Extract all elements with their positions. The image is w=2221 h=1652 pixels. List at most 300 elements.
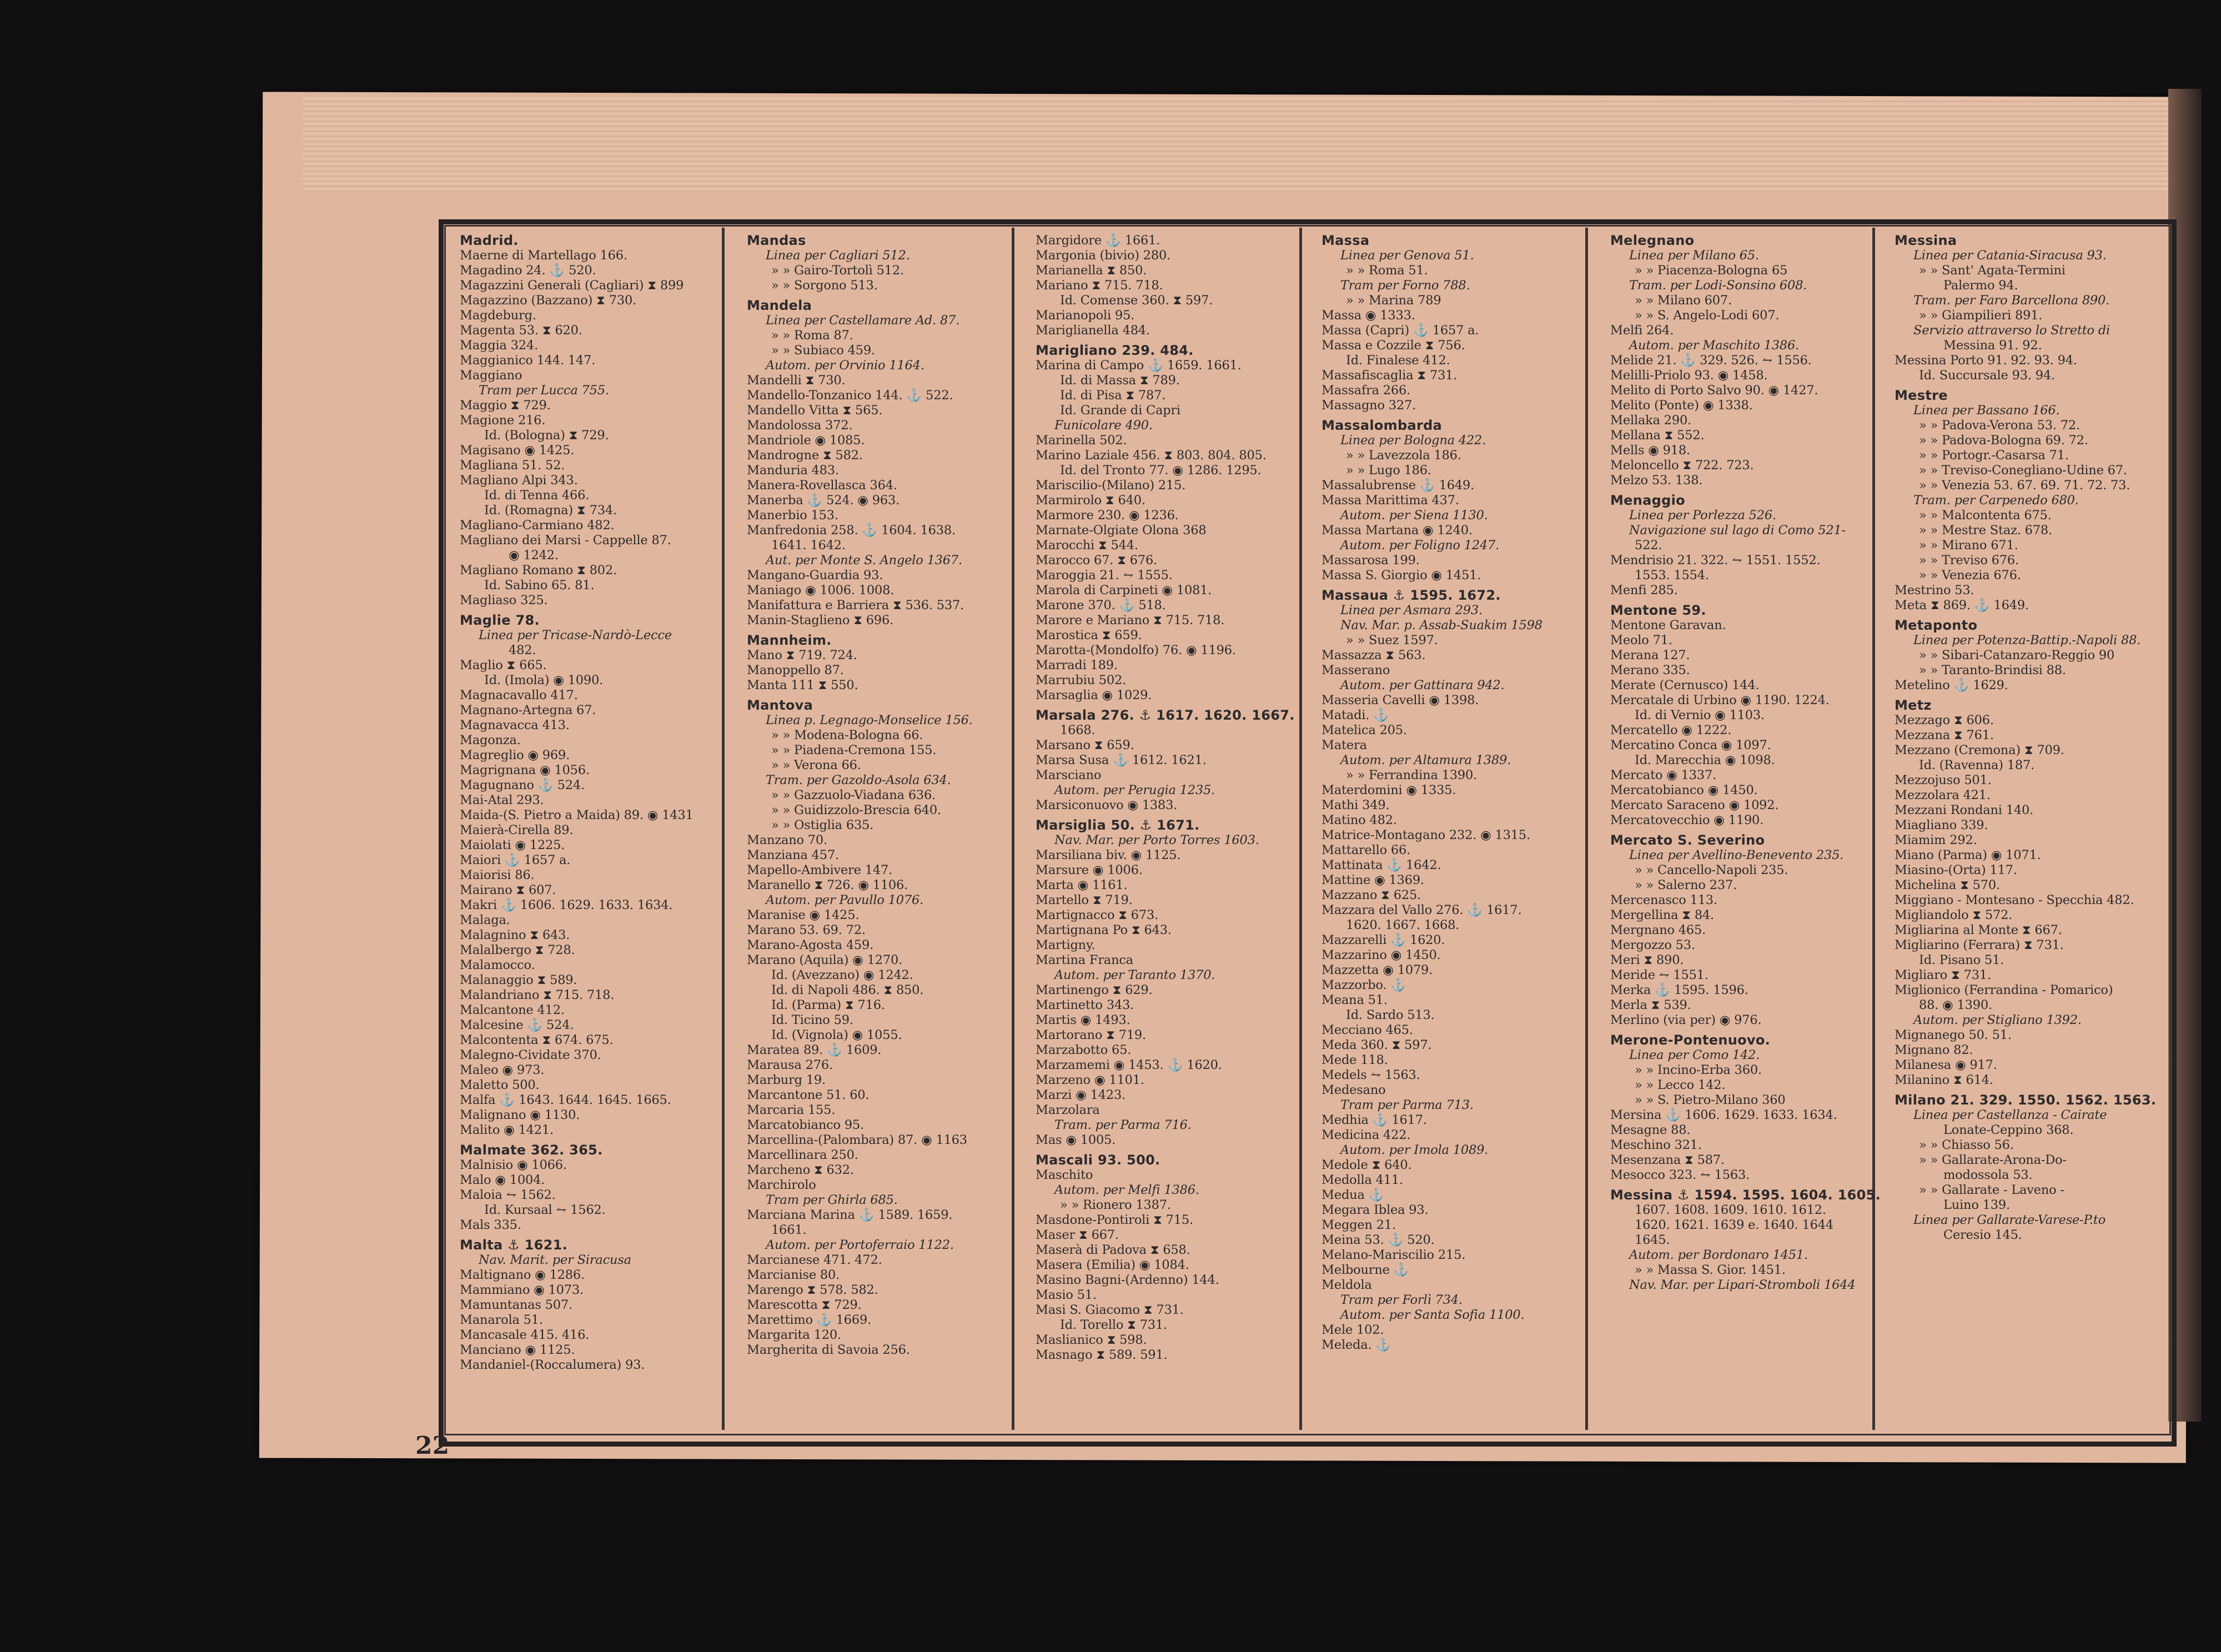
index-entry: Meri ⧗ 890. <box>1610 953 1684 967</box>
index-entry: Marengo ⧗ 578. 582. <box>747 1283 878 1297</box>
index-entry: » » Sorgono 513. <box>771 278 878 293</box>
index-entry: Tram per Lucca 755. <box>479 383 609 398</box>
index-entry: Autom. per Maschito 1386. <box>1629 338 1800 353</box>
index-entry: Linea per Milano 65. <box>1629 248 1759 263</box>
index-heading: Massalombarda <box>1321 418 1443 433</box>
index-entry: Martorano ⧗ 719. <box>1036 1028 1147 1042</box>
index-entry: Mariscilio-(Milano) 215. <box>1036 478 1186 493</box>
index-entry: Maiori ⚓ 1657 a. <box>460 853 571 867</box>
index-entry: Luino 139. <box>1943 1198 2010 1212</box>
index-entry: Marcianise 80. <box>747 1268 840 1282</box>
index-entry: Nav. Marit. per Siracusa <box>479 1253 631 1267</box>
index-entry: » » Cancello-Napoli 235. <box>1635 863 1788 877</box>
index-heading: Mercato S. Severino <box>1610 832 1765 848</box>
index-entry: Id. (Romagna) ⧗ 734. <box>484 503 617 518</box>
index-entry: Tram per Parma 713. <box>1340 1098 1474 1112</box>
index-entry: Marcellinara 250. <box>747 1148 858 1162</box>
index-entry: » » Salerno 237. <box>1635 878 1737 892</box>
index-entry: Maggia 324. <box>460 338 538 353</box>
index-entry: Masio 51. <box>1036 1288 1097 1302</box>
index-heading: Mentone 59. <box>1610 602 1706 618</box>
index-entry: Mandelli ⧗ 730. <box>747 373 846 388</box>
index-entry: Manduria 483. <box>747 463 839 478</box>
index-entry: Marsiliana biv. ◉ 1125. <box>1036 848 1181 862</box>
index-entry: Messina Porto 91. 92. 93. 94. <box>1895 353 2077 368</box>
index-entry: Malcontenta ⧗ 674. 675. <box>460 1033 614 1047</box>
index-entry: » » Venezia 53. 67. 69. 71. 72. 73. <box>1919 478 2130 493</box>
index-entry: Magdeburg. <box>460 308 536 323</box>
index-entry: Miglionico (Ferrandina - Pomarico) <box>1895 983 2113 997</box>
index-column-4 <box>1321 233 1602 1435</box>
index-entry: Mazzarelli ⚓ 1620. <box>1321 933 1445 947</box>
index-entry: Matrice-Montagano 232. ◉ 1315. <box>1321 828 1530 842</box>
index-entry: Id. di Tenna 466. <box>484 488 590 503</box>
index-entry: Marocchi ⧗ 544. <box>1036 538 1138 553</box>
index-entry: Magenta 53. ⧗ 620. <box>460 323 582 338</box>
index-entry: Autom. per Siena 1130. <box>1340 508 1488 523</box>
index-heading: Menaggio <box>1610 493 1685 508</box>
index-heading: Merone-Pontenuovo. <box>1610 1032 1771 1048</box>
index-entry: Marcaria 155. <box>747 1103 836 1117</box>
index-entry: Magnacavallo 417. <box>460 688 578 702</box>
index-entry: Massalubrense ⚓ 1649. <box>1321 478 1475 493</box>
index-entry: Mazzarino ◉ 1450. <box>1321 948 1441 962</box>
index-entry: Mandello Vitta ⧗ 565. <box>747 403 883 418</box>
index-entry: Mamuntanas 507. <box>460 1298 572 1312</box>
index-column-2 <box>747 233 1027 1435</box>
index-entry: Magreglio ◉ 969. <box>460 748 570 762</box>
index-entry: Medicina 422. <box>1321 1128 1411 1142</box>
index-entry: Manin-Staglieno ⧗ 696. <box>747 613 894 627</box>
index-entry: Magnano-Artegna 67. <box>460 703 596 717</box>
index-entry: Melide 21. ⚓ 329. 526. ⥊ 1556. <box>1610 353 1812 368</box>
index-entry: Mazzetta ◉ 1079. <box>1321 963 1433 977</box>
index-entry: Marrubiu 502. <box>1036 673 1127 687</box>
index-entry: Magliano dei Marsi - Cappelle 87. <box>460 533 671 548</box>
index-heading: Massa <box>1321 233 1370 248</box>
index-entry: Tram per Forlì 734. <box>1340 1293 1463 1307</box>
index-entry: Meta ⧗ 869. ⚓ 1649. <box>1895 598 2029 612</box>
index-entry: Migliaro ⧗ 731. <box>1895 968 1991 982</box>
index-entry: » » S. Pietro-Milano 360 <box>1635 1093 1786 1107</box>
index-entry: Maggianico 144. 147. <box>460 353 596 368</box>
index-entry: Massa e Cozzile ⧗ 756. <box>1321 338 1465 353</box>
index-entry: Manoppello 87. <box>747 663 844 677</box>
index-entry: Marsano ⧗ 659. <box>1036 738 1134 752</box>
index-entry: Marano (Aquila) ◉ 1270. <box>747 953 903 967</box>
index-entry: » » Mestre Staz. 678. <box>1919 523 2052 538</box>
index-entry: » » Chiasso 56. <box>1919 1138 2014 1152</box>
index-entry: Merka ⚓ 1595. 1596. <box>1610 983 1748 997</box>
index-entry: Migliandolo ⧗ 572. <box>1895 908 2013 922</box>
index-entry: Mazzorbo. ⚓ <box>1321 978 1406 992</box>
index-entry: Masino Bagni-(Ardenno) 144. <box>1036 1273 1219 1287</box>
index-entry: » » Treviso-Conegliano-Udine 67. <box>1919 463 2127 478</box>
index-entry: Medhia ⚓ 1617. <box>1321 1113 1427 1127</box>
index-entry: Mignanego 50. 51. <box>1895 1028 2012 1042</box>
index-entry: Autom. per Stigliano 1392. <box>1913 1013 2082 1027</box>
index-entry: Matera <box>1321 738 1367 752</box>
index-entry: Marcianese 471. 472. <box>747 1253 882 1267</box>
index-entry: Marescotta ⧗ 729. <box>747 1298 862 1312</box>
index-entry: Marmirolo ⧗ 640. <box>1036 493 1145 508</box>
index-entry: Id. (Ravenna) 187. <box>1919 758 2035 772</box>
index-entry: Marta ◉ 1161. <box>1036 878 1128 892</box>
index-entry: Mercatale di Urbino ◉ 1190. 1224. <box>1610 693 1830 707</box>
index-entry: Marotta-(Mondolfo) 76. ◉ 1196. <box>1036 643 1236 657</box>
index-entry: » » Gallarate - Laveno - <box>1919 1183 2064 1197</box>
index-entry: Servizio attraverso lo Stretto di <box>1913 323 2111 338</box>
index-entry: Maschito <box>1036 1168 1093 1182</box>
index-entry: » » Sant' Agata-Termini <box>1919 263 2066 278</box>
index-entry: Magione 216. <box>460 413 546 428</box>
index-entry: Melano-Mariscilio 215. <box>1321 1248 1466 1262</box>
index-entry: Malito ◉ 1421. <box>460 1123 554 1137</box>
index-entry: Marano-Agosta 459. <box>747 938 874 952</box>
index-entry: Malaga. <box>460 913 510 927</box>
index-entry: Martello ⧗ 719. <box>1036 893 1133 907</box>
index-entry: Marettimo ⚓ 1669. <box>747 1313 872 1327</box>
index-entry: Marzabotto 65. <box>1036 1043 1132 1057</box>
index-entry: Maniago ◉ 1006. 1008. <box>747 583 895 597</box>
index-entry: » » Marina 789 <box>1346 293 1441 308</box>
index-entry: Medesano <box>1321 1083 1386 1097</box>
index-entry: Mandriole ◉ 1085. <box>747 433 865 448</box>
index-entry: Id. Marecchia ◉ 1098. <box>1635 753 1775 767</box>
index-entry: Linea per Tricase-Nardò-Lecce <box>479 628 672 642</box>
index-entry: Marzamemi ◉ 1453. ⚓ 1620. <box>1036 1058 1222 1072</box>
index-entry: Melilli-Priolo 93. ◉ 1458. <box>1610 368 1768 383</box>
index-entry: Marzeno ◉ 1101. <box>1036 1073 1144 1087</box>
index-entry: » » Incino-Erba 360. <box>1635 1063 1762 1077</box>
index-entry: Linea per Cagliari 512. <box>766 248 910 263</box>
index-entry: Marsiconuovo ◉ 1383. <box>1036 798 1178 812</box>
index-entry: Merano 335. <box>1610 663 1690 677</box>
index-entry: » » Ostiglia 635. <box>771 818 874 832</box>
index-entry: Nav. Mar. p. Assab-Suakim 1598 <box>1340 618 1542 632</box>
index-entry: Malandriano ⧗ 715. 718. <box>460 988 615 1002</box>
index-entry: Marausa 276. <box>747 1058 833 1072</box>
index-entry: Miamim 292. <box>1895 833 1977 847</box>
index-entry: Masserano <box>1321 663 1390 677</box>
index-entry: Manifattura e Barriera ⧗ 536. 537. <box>747 598 964 612</box>
index-entry: Medole ⧗ 640. <box>1321 1158 1412 1172</box>
index-entry: Maglio ⧗ 665. <box>460 658 547 672</box>
index-entry: Manzano 70. <box>747 833 827 847</box>
index-entry: » » Piacenza-Bologna 65 <box>1635 263 1788 278</box>
index-entry: Id. Sardo 513. <box>1346 1008 1435 1022</box>
index-heading: Malmate 362. 365. <box>460 1142 603 1158</box>
index-entry: 1641. 1642. <box>771 538 846 553</box>
index-entry: Marzi ◉ 1423. <box>1036 1088 1126 1102</box>
index-entry: Metelino ⚓ 1629. <box>1895 678 2008 692</box>
index-entry: Merla ⧗ 539. <box>1610 998 1691 1012</box>
index-entry: Mangano-Guardia 93. <box>747 568 883 583</box>
index-entry: 1607. 1608. 1609. 1610. 1612. <box>1635 1203 1826 1217</box>
index-entry: Martignacco ⧗ 673. <box>1036 908 1159 922</box>
index-entry: Mas ◉ 1005. <box>1036 1133 1116 1147</box>
index-entry: Martinetto 343. <box>1036 998 1134 1012</box>
index-entry: Maiolati ◉ 1225. <box>460 838 565 852</box>
index-entry: Maratea 89. ⚓ 1609. <box>747 1043 882 1057</box>
index-entry: Mestrino 53. <box>1895 583 1974 597</box>
index-entry: Matadi. ⚓ <box>1321 708 1389 722</box>
index-entry: » » Padova-Verona 53. 72. <box>1919 418 2080 433</box>
index-entry: Mergnano 465. <box>1610 923 1706 937</box>
index-entry: Manciano ◉ 1125. <box>460 1343 575 1357</box>
index-entry: Magazzino (Bazzano) ⧗ 730. <box>460 293 637 308</box>
index-entry: Massagno 327. <box>1321 398 1416 413</box>
index-entry: Autom. per Melfi 1386. <box>1054 1183 1199 1197</box>
index-entry: Maggiano <box>460 368 522 383</box>
index-entry: Migliarina al Monte ⧗ 667. <box>1895 923 2062 937</box>
index-entry: » » Treviso 676. <box>1919 553 2019 568</box>
index-entry: Massa (Capri) ⚓ 1657 a. <box>1321 323 1479 338</box>
index-entry: 1620. 1667. 1668. <box>1346 918 1460 932</box>
index-entry: Marina di Campo ⚓ 1659. 1661. <box>1036 358 1242 373</box>
index-heading: Metaponto <box>1895 617 1978 633</box>
index-entry: Mezzana ⧗ 761. <box>1895 728 1994 742</box>
index-entry: Martis ◉ 1493. <box>1036 1013 1130 1027</box>
index-entry: Id. (Bologna) ⧗ 729. <box>484 428 609 443</box>
index-entry: Malfa ⚓ 1643. 1644. 1645. 1665. <box>460 1093 671 1107</box>
index-entry: Manfredonia 258. ⚓ 1604. 1638. <box>747 523 956 538</box>
index-entry: Mendrisio 21. 322. ⥊ 1551. 1552. <box>1610 553 1821 568</box>
index-entry: Malcesine ⚓ 524. <box>460 1018 574 1032</box>
index-entry: 1668. <box>1060 723 1096 737</box>
index-entry: Maggio ⧗ 729. <box>460 398 551 413</box>
index-entry: » » Lugo 186. <box>1346 463 1431 478</box>
index-entry: Mandolossa 372. <box>747 418 853 433</box>
index-entry: » » Piadena-Cremona 155. <box>771 743 937 757</box>
index-entry: Malnisio ◉ 1066. <box>460 1158 567 1172</box>
index-entry: Malo ◉ 1004. <box>460 1173 545 1187</box>
index-entry: » » Gairo-Tortolì 512. <box>771 263 904 278</box>
index-entry: Migliarino (Ferrara) ⧗ 731. <box>1895 938 2064 952</box>
index-entry: Linea per Asmara 293. <box>1340 603 1483 617</box>
index-entry: Magliana 51. 52. <box>460 458 565 473</box>
index-entry: Magliano-Carmiano 482. <box>460 518 615 533</box>
index-entry: Magadino 24. ⚓ 520. <box>460 263 596 278</box>
index-entry: Miasino-(Orta) 117. <box>1895 863 2017 877</box>
index-entry: Autom. per Orvinio 1164. <box>766 358 924 373</box>
index-entry: Meleda. ⚓ <box>1321 1338 1391 1352</box>
index-entry: Mattinata ⚓ 1642. <box>1321 858 1441 872</box>
index-entry: Mergellina ⧗ 84. <box>1610 908 1715 922</box>
index-entry: Mesagne 88. <box>1610 1123 1691 1137</box>
index-entry: Maroggia 21. ⥊ 1555. <box>1036 568 1173 583</box>
index-entry: Id. Ticino 59. <box>771 1013 853 1027</box>
index-entry: Tram. per Lodi-Sonsino 608. <box>1629 278 1807 293</box>
index-entry: Id. di Napoli 486. ⧗ 850. <box>771 983 924 997</box>
index-entry: Mercato Saraceno ◉ 1092. <box>1610 798 1779 812</box>
index-entry: » » Sibari-Catanzaro-Reggio 90 <box>1919 648 2115 662</box>
index-entry: » » Padova-Bologna 69. 72. <box>1919 433 2088 448</box>
index-entry: Margarita 120. <box>747 1328 841 1342</box>
index-entry: 1620. 1621. 1639 e. 1640. 1644 <box>1635 1218 1833 1232</box>
index-heading: Mestre <box>1895 388 1948 403</box>
index-entry: Magliano Romano ⧗ 802. <box>460 563 617 578</box>
index-entry: Tram. per Faro Barcellona 890. <box>1913 293 2110 308</box>
index-entry: Manta 111 ⧗ 550. <box>747 678 858 692</box>
index-entry: Marcatobianco 95. <box>747 1118 864 1132</box>
index-entry: Marciana Marina ⚓ 1589. 1659. <box>747 1208 953 1222</box>
index-entry: Manerba ⚓ 524. ◉ 963. <box>747 493 900 508</box>
index-entry: Linea per Porlezza 526. <box>1629 508 1776 523</box>
index-entry: Maloia ⥊ 1562. <box>460 1188 556 1202</box>
index-entry: Marcellina-(Palombara) 87. ◉ 1163 <box>747 1133 967 1147</box>
index-entry: Palermo 94. <box>1943 278 2018 293</box>
index-entry: Linea p. Legnago-Monselice 156. <box>766 713 973 727</box>
index-entry: Linea per Bassano 166. <box>1913 403 2060 418</box>
index-entry: » » Malcontenta 675. <box>1919 508 2052 523</box>
index-entry: Autom. per Perugia 1235. <box>1054 783 1215 797</box>
index-entry: Meolo 71. <box>1610 633 1672 647</box>
index-entry: Melito (Ponte) ◉ 1338. <box>1610 398 1753 413</box>
index-entry: Mercenasco 113. <box>1610 893 1717 907</box>
index-entry: » » Giampilieri 891. <box>1919 308 2043 323</box>
index-entry: Autom. per Altamura 1389. <box>1340 753 1511 767</box>
index-entry: Id. Sabino 65. 81. <box>484 578 595 592</box>
index-entry: Mals 335. <box>460 1218 521 1232</box>
index-entry: Mazzano ⧗ 625. <box>1321 888 1421 902</box>
index-entry: Milanino ⧗ 614. <box>1895 1073 1993 1087</box>
index-entry: Masi S. Giacomo ⧗ 731. <box>1036 1303 1184 1317</box>
index-entry: Id. di Massa ⧗ 789. <box>1060 373 1180 388</box>
index-entry: Marocco 67. ⧗ 676. <box>1036 553 1158 568</box>
index-entry: 1645. <box>1635 1233 1670 1247</box>
index-heading: Mascali 93. 500. <box>1036 1152 1160 1168</box>
index-entry: Malanaggio ⧗ 589. <box>460 973 577 987</box>
index-entry: Linea per Gallarate-Varese-P.to <box>1913 1213 2106 1227</box>
index-entry: Marinella 502. <box>1036 433 1127 448</box>
index-entry: Miano (Parma) ◉ 1071. <box>1895 848 2041 862</box>
index-entry: » » Modena-Bologna 66. <box>771 728 923 742</box>
index-entry: » » Massa S. Gior. 1451. <box>1635 1263 1786 1277</box>
index-entry: Marcantone 51. 60. <box>747 1088 870 1102</box>
index-entry: Id. Grande di Capri <box>1060 403 1181 418</box>
index-entry: Linea per Avellino-Benevento 235. <box>1629 848 1844 862</box>
index-entry: » » Subiaco 459. <box>771 343 875 358</box>
index-entry: Meana 51. <box>1321 993 1388 1007</box>
index-entry: Mezzolara 421. <box>1895 788 1991 802</box>
index-entry: Magonza. <box>460 733 521 747</box>
index-column-3 <box>1036 233 1316 1435</box>
index-entry: Massa Martana ◉ 1240. <box>1321 523 1473 538</box>
index-entry: Marsciano <box>1036 768 1102 782</box>
index-entry: Mignano 82. <box>1895 1043 1973 1057</box>
page-number: 22 <box>415 1432 450 1460</box>
index-entry: Tram. per Gazoldo-Asola 634. <box>766 773 951 787</box>
index-entry: Tram. per Carpenedo 680. <box>1913 493 2079 508</box>
index-entry: Mersina ⚓ 1606. 1629. 1633. 1634. <box>1610 1108 1837 1122</box>
index-entry: Manarola 51. <box>460 1313 543 1327</box>
index-entry: Massazza ⧗ 563. <box>1321 648 1426 662</box>
index-entry: » » Gallarate-Arona-Do- <box>1919 1153 2067 1167</box>
index-entry: » » Rionero 1387. <box>1060 1198 1171 1212</box>
index-entry: Meldola <box>1321 1278 1372 1292</box>
index-entry: Id. Kursaal ⥊ 1562. <box>484 1203 606 1217</box>
index-entry: Id. (Avezzano) ◉ 1242. <box>771 968 913 982</box>
index-entry: Manera-Rovellasca 364. <box>747 478 897 493</box>
index-entry: Funicolare 490. <box>1054 418 1153 433</box>
index-entry: Mandaniel-(Roccalumera) 93. <box>460 1358 645 1372</box>
index-entry: Marmore 230. ◉ 1236. <box>1036 508 1179 523</box>
index-entry: Navigazione sul lago di Como 521- <box>1629 523 1846 538</box>
index-entry: Mattarello 66. <box>1321 843 1411 857</box>
index-entry: Marano 53. 69. 72. <box>747 923 866 937</box>
index-entry: Mai-Atal 293. <box>460 793 544 807</box>
index-heading: Messina ⚓ 1594. 1595. 1604. 1605. <box>1610 1187 1881 1203</box>
index-entry: Mezzojuso 501. <box>1895 773 1992 787</box>
index-entry: Malalbergo ⧗ 728. <box>460 943 575 957</box>
index-entry: Merana 127. <box>1610 648 1690 662</box>
index-entry: Id. Finalese 412. <box>1346 353 1450 368</box>
index-entry: Id. (Vignola) ◉ 1055. <box>771 1028 902 1042</box>
index-entry: Mercatino Conca ◉ 1097. <box>1610 738 1771 752</box>
index-entry: Autom. per Gattinara 942. <box>1340 678 1505 692</box>
index-entry: Mathi 349. <box>1321 798 1390 812</box>
index-entry: Manziana 457. <box>747 848 839 862</box>
index-entry: Melbourne ⚓ <box>1321 1263 1409 1277</box>
index-entry: Martina Franca <box>1036 953 1133 967</box>
index-heading: Marsala 276. ⚓ 1617. 1620. 1667. <box>1036 707 1295 723</box>
index-entry: Id. Comense 360. ⧗ 597. <box>1060 293 1213 308</box>
index-entry: Medels ⥊ 1563. <box>1321 1068 1420 1082</box>
index-entry: Massa Marittima 437. <box>1321 493 1459 508</box>
index-entry: Magrignana ◉ 1056. <box>460 763 590 777</box>
index-entry: Masseria Cavelli ◉ 1398. <box>1321 693 1479 707</box>
index-entry: 1661. <box>771 1223 807 1237</box>
index-entry: Mapello-Ambivere 147. <box>747 863 893 877</box>
index-entry: Mariglianella 484. <box>1036 323 1150 338</box>
index-entry: Maleo ◉ 973. <box>460 1063 545 1077</box>
index-entry: Milanesa ◉ 917. <box>1895 1058 1997 1072</box>
index-entry: Merate (Cernusco) 144. <box>1610 678 1760 692</box>
index-entry: 482. <box>509 643 536 657</box>
index-entry: Id. Succursale 93. 94. <box>1919 368 2055 383</box>
index-entry: Magnavacca 413. <box>460 718 570 732</box>
index-entry: Id. (Imola) ◉ 1090. <box>484 673 604 687</box>
index-heading: Marigliano 239. 484. <box>1036 343 1194 358</box>
index-column-1 <box>460 233 740 1435</box>
index-entry: Tram per Ghirla 685. <box>766 1193 898 1207</box>
index-entry: Massafiscaglia ⧗ 731. <box>1321 368 1458 383</box>
index-entry: » » Portogr.-Casarsa 71. <box>1919 448 2069 463</box>
index-entry: Autom. per Pavullo 1076. <box>766 893 924 907</box>
index-entry: Mercato ◉ 1337. <box>1610 768 1717 782</box>
index-entry: Marino Laziale 456. ⧗ 803. 804. 805. <box>1036 448 1267 463</box>
index-entry: Mandello-Tonzanico 144. ⚓ 522. <box>747 388 953 403</box>
index-entry: Maida-(S. Pietro a Maida) 89. ◉ 1431 <box>460 808 694 822</box>
index-entry: Ceresio 145. <box>1943 1228 2022 1242</box>
index-entry: Melzo 53. 138. <box>1610 473 1703 488</box>
index-entry: Massa S. Giorgio ◉ 1451. <box>1321 568 1481 583</box>
index-entry: Linea per Genova 51. <box>1340 248 1474 263</box>
index-entry: Materdomini ◉ 1335. <box>1321 783 1456 797</box>
index-entry: Maranello ⧗ 726. ◉ 1106. <box>747 878 908 892</box>
index-heading: Maglie 78. <box>460 612 540 628</box>
index-entry: Marsure ◉ 1006. <box>1036 863 1143 877</box>
index-entry: 522. <box>1635 538 1662 553</box>
index-entry: Meschino 321. <box>1610 1138 1702 1152</box>
index-entry: Id. del Tronto 77. ◉ 1286. 1295. <box>1060 463 1262 478</box>
index-entry: Nav. Mar. per Lipari-Stromboli 1644 <box>1629 1278 1856 1292</box>
index-entry: Aut. per Monte S. Angelo 1367. <box>766 553 962 568</box>
index-entry: Marore e Mariano ⧗ 715. 718. <box>1036 613 1225 627</box>
index-entry: Meggen 21. <box>1321 1218 1396 1232</box>
index-entry: » » Mirano 671. <box>1919 538 2018 553</box>
